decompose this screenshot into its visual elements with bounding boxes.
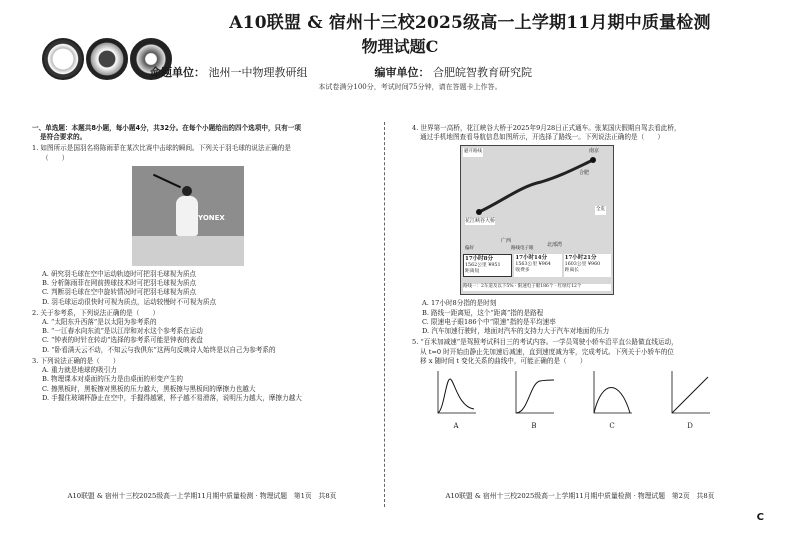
q3-option-b: B. 物理课本对桌面的压力是由桌面的形变产生的 [42,375,183,384]
section-heading: 一、单选题：本题共8小题，每小题4分，共32分。在每个小题给出的四个选项中，只有一项 [32,124,301,132]
navigation-map [460,145,614,295]
question-1-blank: （ ） [42,153,69,162]
route-3-time: 17小时21分 [564,255,597,262]
q4-option-d: D. 汽车加速行驶时，地面对汽车的支持力大于汽车对地面的压力 [422,327,610,336]
route-line [479,160,593,212]
q1-option-b: B. 分析陈雨菲在网前搓球技术时可把羽毛球视为质点 [42,279,197,288]
section-heading-cont: 是符合要求的。 [40,133,87,142]
route-card-1[interactable] [463,254,512,276]
graph-d [668,369,712,432]
route-card-3[interactable] [564,254,611,276]
player-figure [176,196,198,236]
map-button-avoid[interactable]: 避开路线 [463,148,483,156]
right-column [412,124,762,432]
route-1-info: 1562公里 ¥951 [465,263,501,269]
route-card-2[interactable] [514,254,561,276]
page-footer-2: A10联盟 & 宿州十三校2025级高一上学期11月期中质量检测 · 物理试题 第2页 共8页 [445,492,715,500]
q4-option-c: C. 限速电子眼186个中“限速”指的是平均速率 [422,317,556,326]
page-subtitle: 物理试题C [361,37,439,56]
map-button-camera[interactable]: 路线电子眼 [511,246,534,252]
q1-option-d: D. 羽毛球运动很快时可视为质点，运动较慢时不可视为质点 [42,297,217,306]
graph-c [590,369,634,432]
graph-a-label: A [453,422,459,431]
q4-option-a: A. 17小时8分指的是时刻 [422,299,497,308]
question-3: 3. 下列说法正确的是（ ） [32,356,120,365]
route-2-tag: 收费多 [515,267,530,273]
start-marker [590,157,596,163]
route-2-time: 17小时14分 [515,255,548,262]
route-summary: 路线一：2车道及以下5% · 限速电子眼186个 · 红绿灯12个 [463,284,611,290]
question-1: 1. 如图所示是国羽名将陈雨菲在某次比赛中击球的瞬间。下列关于羽毛球的说法正确的是 [32,144,291,153]
page-title: A10联盟 & 宿州十三校2025级高一上学期11月期中质量检测 [229,13,711,33]
route-1-time: 17小时8分 [465,256,493,263]
q3-option-c: C. 擦黑板时，黑板擦对黑板的压力越大，黑板擦与黑板间的摩擦力也越大 [42,384,256,393]
proposer: 池州一中物理教研组 [208,66,308,79]
map-label-nanjing: 南京 [589,148,600,155]
q2-option-b: B. “一江春水向东流”是以江岸和对水这个参考系在运动 [42,327,203,336]
meta-line [150,64,650,80]
route-2-info: 1563公里 ¥964 [515,262,551,268]
question-5-cont: 从 t=0 时开始由静止先加速后减速，直到速度减为零，完成考试。下列关于小轿车的位 [420,347,674,356]
reviewer: 合肥皖智教育研究院 [433,66,532,79]
corner-mark: C [756,512,764,523]
exam-note: 本试卷满分100分，考试时间75分钟，请在答题卡上作答。 [318,83,502,91]
graph-a [434,369,478,432]
question-5: 5. “百米加减速”是驾照考试科目三的考试内容。一学员驾驶小轿车沿平直公路做直线运动， [412,338,678,347]
union-logo [42,38,84,80]
q4-option-b: B. 路线一距离短，这个“距离”指的是路程 [422,308,544,317]
graph-b [512,369,556,432]
map-label-hefei: 合肥 [579,170,590,177]
proposer-label: 命题单位： [150,66,205,79]
shield-13-logo [86,38,128,80]
route-cards [463,254,611,276]
q1-option-c: C. 判断羽毛球在空中旋转情况时可把羽毛球视为质点 [42,288,197,297]
reviewer-label: 编审单位： [374,66,430,79]
map-label-guangxi: 广西 [501,238,512,245]
advert-text: YONEX [198,213,225,222]
badminton-photo [132,166,244,266]
q3-option-d: D. 手握住玻璃杯静止在空中，手握得越紧，杯子越不易滑落，说明压力越大，摩擦力越大 [42,393,302,402]
q2-option-d: D. “卧看满天云不动，不知云与我俱东”这两句反映诗人始终是以自己为参考系的 [42,345,276,354]
map-label-gulf: 北部湾 [547,242,563,249]
question-4-cont: 通过手机地图查看导航信息如图所示，开选择了路线一。下列说法正确的是（ ） [420,133,664,142]
q1-option-a: A. 研究羽毛球在空中运动轨迹时可把羽毛球视为质点 [42,269,197,278]
q2-option-c: C. “钟表的时针在转动”选择的参考系可能是钟表的表盘 [42,336,203,345]
q2-option-a: A. “太阳东升西落”是以太阳为参考系的 [42,317,157,326]
left-column [32,124,372,403]
graph-c-label: C [609,422,615,431]
map-button-preference[interactable]: 偏好 [465,246,474,252]
end-marker [476,209,482,215]
route-3-tag: 距离长 [564,267,580,273]
q3-option-a: A. 重力就是地球的吸引力 [42,366,117,375]
racket [153,174,181,188]
map-label-bridge: 花江峡谷大桥 [465,218,496,225]
question-5-cont2: 移 x 随时间 t 变化关系的曲线中，可能正确的是（ ） [420,356,587,365]
map-button-overview[interactable]: 全览 [595,206,606,214]
graph-options [434,369,762,432]
route-1-tag: 距离短 [465,268,480,274]
route-3-info: 1603公里 ¥960 [564,262,601,268]
question-2: 2. 关于参考系，下列说法正确的是（ ） [32,308,160,317]
page-footer-1: A10联盟 & 宿州十三校2025级高一上学期11月期中质量检测 · 物理试题 第1页 共8页 [67,492,337,500]
column-divider [384,122,385,507]
graph-d-label: D [687,422,693,431]
question-4: 4. 世界第一高桥，花江峡谷大桥于2025年9月28日正式通车。张某国庆假期自驾去看此桥， [412,124,681,132]
graph-b-label: B [531,422,537,431]
